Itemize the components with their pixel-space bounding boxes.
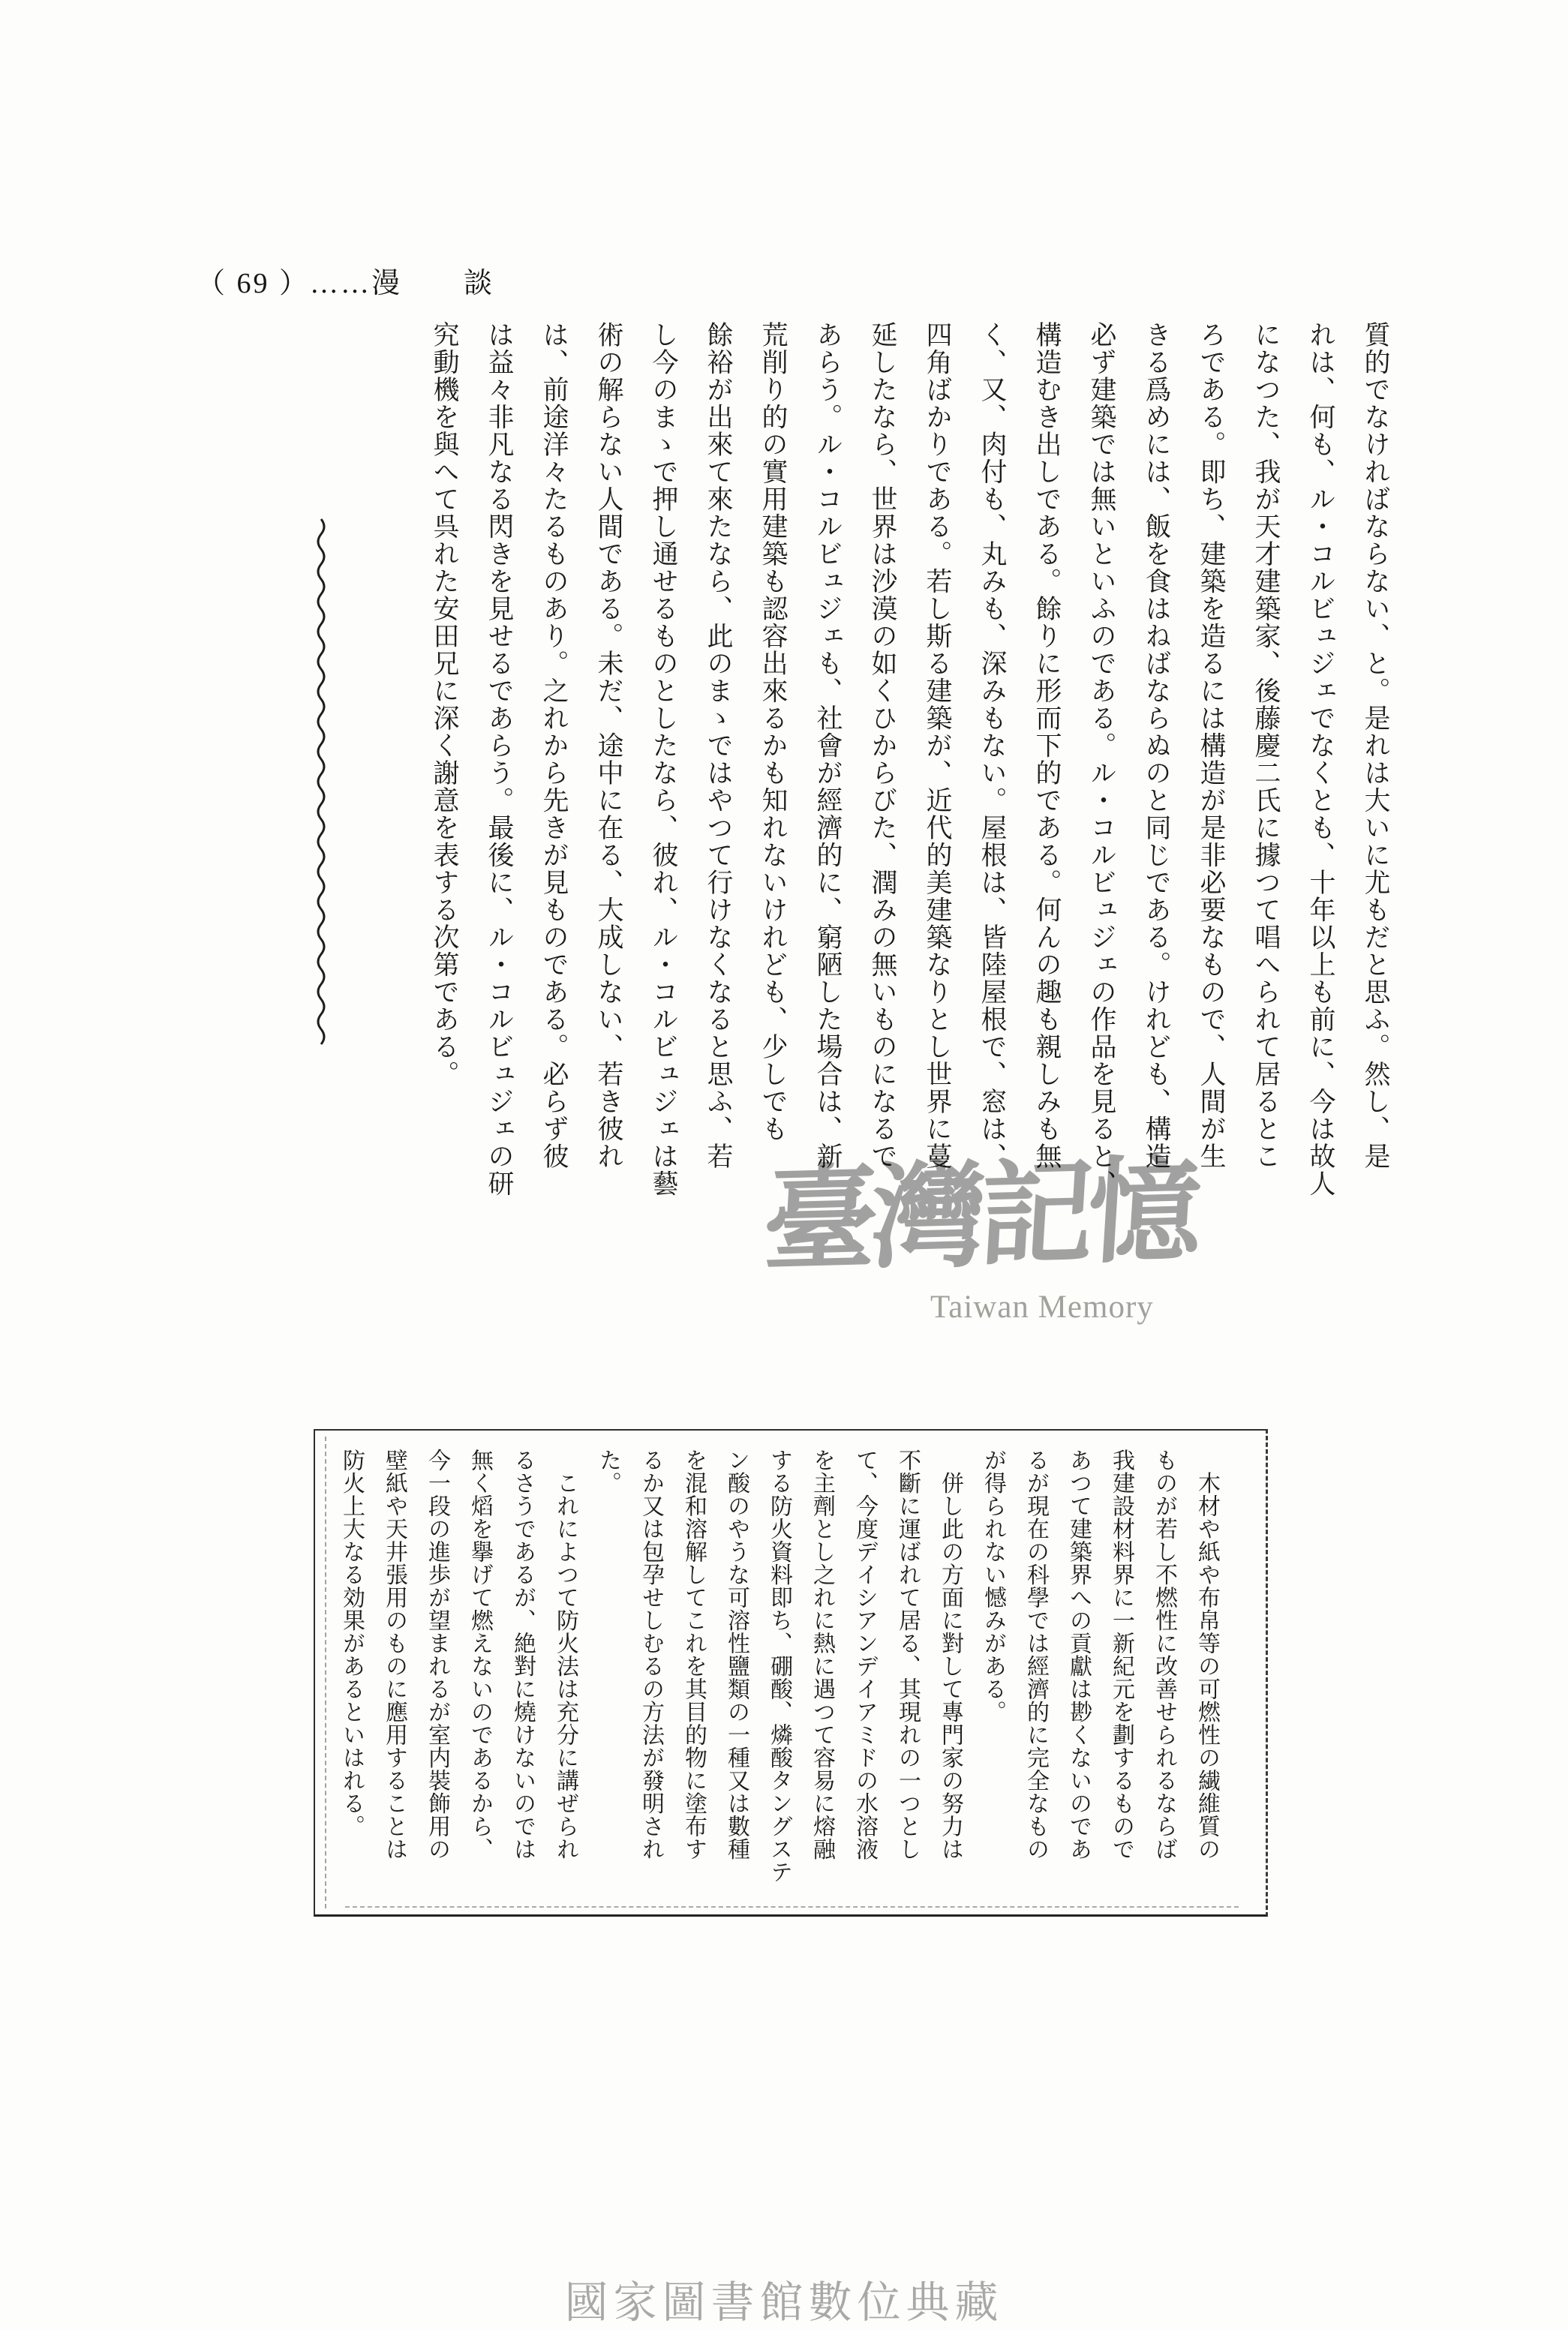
note-column: 無く熖を擧げて燃えないのであるから、 — [467, 1449, 492, 1860]
note-column: るか又は包孕せしむるの方法が發明され — [638, 1449, 663, 1860]
inner-rule-left — [325, 1437, 326, 1908]
note-column: るさうであるが、絶對に燒けないのでは — [510, 1449, 535, 1860]
essay-column: あらう。ル・コルビュジェも、社會が經濟的に、窮陋した場合は、新 — [813, 321, 843, 1170]
essay-column: 必ず建築では無いといふのである。ル・コルビュジェの作品を見ると、 — [1087, 321, 1116, 1197]
essay-column: は益々非凡なる閃きを見せるであらう。最後に、ル・コルビュジェの研 — [485, 321, 514, 1197]
note-column: ン酸のやうな可溶性鹽類の一種又は數種 — [724, 1449, 749, 1860]
essay-column: し今のまゝで押し通せるものとしたなら、彼れ、ル・コルビュジェは藝 — [649, 321, 678, 1197]
note-column: ものが若し不燃性に改善せられるならば — [1152, 1449, 1176, 1860]
note-column: 今一段の進歩が望まれるが室内裝飾用の — [425, 1449, 449, 1860]
taiwan-memory-watermark-cjk: 臺灣記憶 — [759, 1142, 1200, 1288]
note-column: 防火上大なる効果があるといはれる。 — [339, 1449, 364, 1838]
essay-text-block — [417, 321, 1403, 1210]
note-column: 併し此の方面に對して專門家の努力は — [938, 1449, 963, 1860]
boxed-note-frame — [314, 1429, 1268, 1917]
taiwan-memory-watermark-latin: Taiwan Memory — [930, 1290, 1154, 1325]
essay-column: 延したなら、世界は沙漠の如くひからびた、潤みの無いものになるで — [868, 321, 897, 1170]
boxed-note-text-block — [330, 1449, 1228, 1893]
note-column: あつて建築界への貢獻は尠くないのであ — [1066, 1449, 1091, 1860]
note-column: た。 — [596, 1449, 620, 1494]
essay-column: きる爲めには、飯を食はねばならぬのと同じである。けれども、構造 — [1142, 321, 1171, 1170]
note-column: する防火資料即ち、硼酸、燐酸タングステ — [767, 1449, 792, 1884]
essay-column: ろである。即ち、建築を造るには構造が是非必要なもので、人間が生 — [1197, 321, 1226, 1170]
essay-column: 究動機を與へて呉れた安田兄に深く謝意を表する次第である。 — [430, 321, 459, 1088]
essay-column: 四角ばかりである。若し斯る建築が、近代的美建築なりとし世界に蔓 — [923, 321, 952, 1170]
essay-column: く、又、肉付も、丸みも、深みもない。屋根は、皆陸屋根で、窓は、 — [978, 321, 1007, 1170]
note-column: 木材や紙や布帛等の可燃性の繊維質の — [1194, 1449, 1219, 1860]
essay-column: は、前途洋々たるものあり。之れから先きが見ものである。必らず彼 — [539, 321, 569, 1170]
note-column: が得られない憾みがある。 — [981, 1449, 1005, 1723]
note-column: これによつて防火法は充分に講ぜられ — [553, 1449, 578, 1860]
note-column: るが現在の科學では經濟的に完全なもの — [1023, 1449, 1048, 1860]
note-column: 不斷に運ばれて居る、其現れの一つとし — [895, 1449, 920, 1860]
essay-column: れは、何も、ル・コルビュジェでなくとも、十年以上も前に、今は故人 — [1306, 321, 1335, 1197]
essay-column: になつた、我が天才建築家、後藤慶二氏に據つて唱へられて居るとこ — [1251, 321, 1281, 1170]
essay-column: 質的でなければならない、と。是れは大いに尤もだと思ふ。然し、是 — [1361, 321, 1390, 1170]
essay-column: 術の解らない人間である。未だ、途中に在る、大成しない、若き彼れ — [594, 321, 623, 1170]
wavy-divider-line — [310, 518, 332, 1058]
essay-column: 餘裕が出來て來たなら、此のまゝではやつて行けなくなると思ふ、若 — [704, 321, 733, 1170]
note-column: 壁紙や天井張用のものに應用することは — [382, 1449, 407, 1860]
essay-column: 構造むき出しである。餘りに形而下的である。何んの趣も親しみも無 — [1032, 321, 1062, 1170]
note-column: 我建設材料界に一新紀元を劃するもので — [1109, 1449, 1134, 1860]
running-head: （ 69 ）……漫 談 — [197, 268, 495, 299]
note-column: を主劑とし之れに熱に遇つて容易に熔融 — [810, 1449, 834, 1860]
inner-rule-bottom — [345, 1906, 1239, 1908]
note-column: て、今度デイシアンデイアミドの水溶液 — [852, 1449, 877, 1860]
essay-column: 荒削り的の實用建築も認容出來るかも知れないけれども、少しでも — [758, 321, 788, 1142]
note-column: を混和溶解してこれを其目的物に塗布す — [681, 1449, 706, 1860]
digital-archive-footer: 國家圖書館數位典藏 — [564, 2278, 1004, 2327]
